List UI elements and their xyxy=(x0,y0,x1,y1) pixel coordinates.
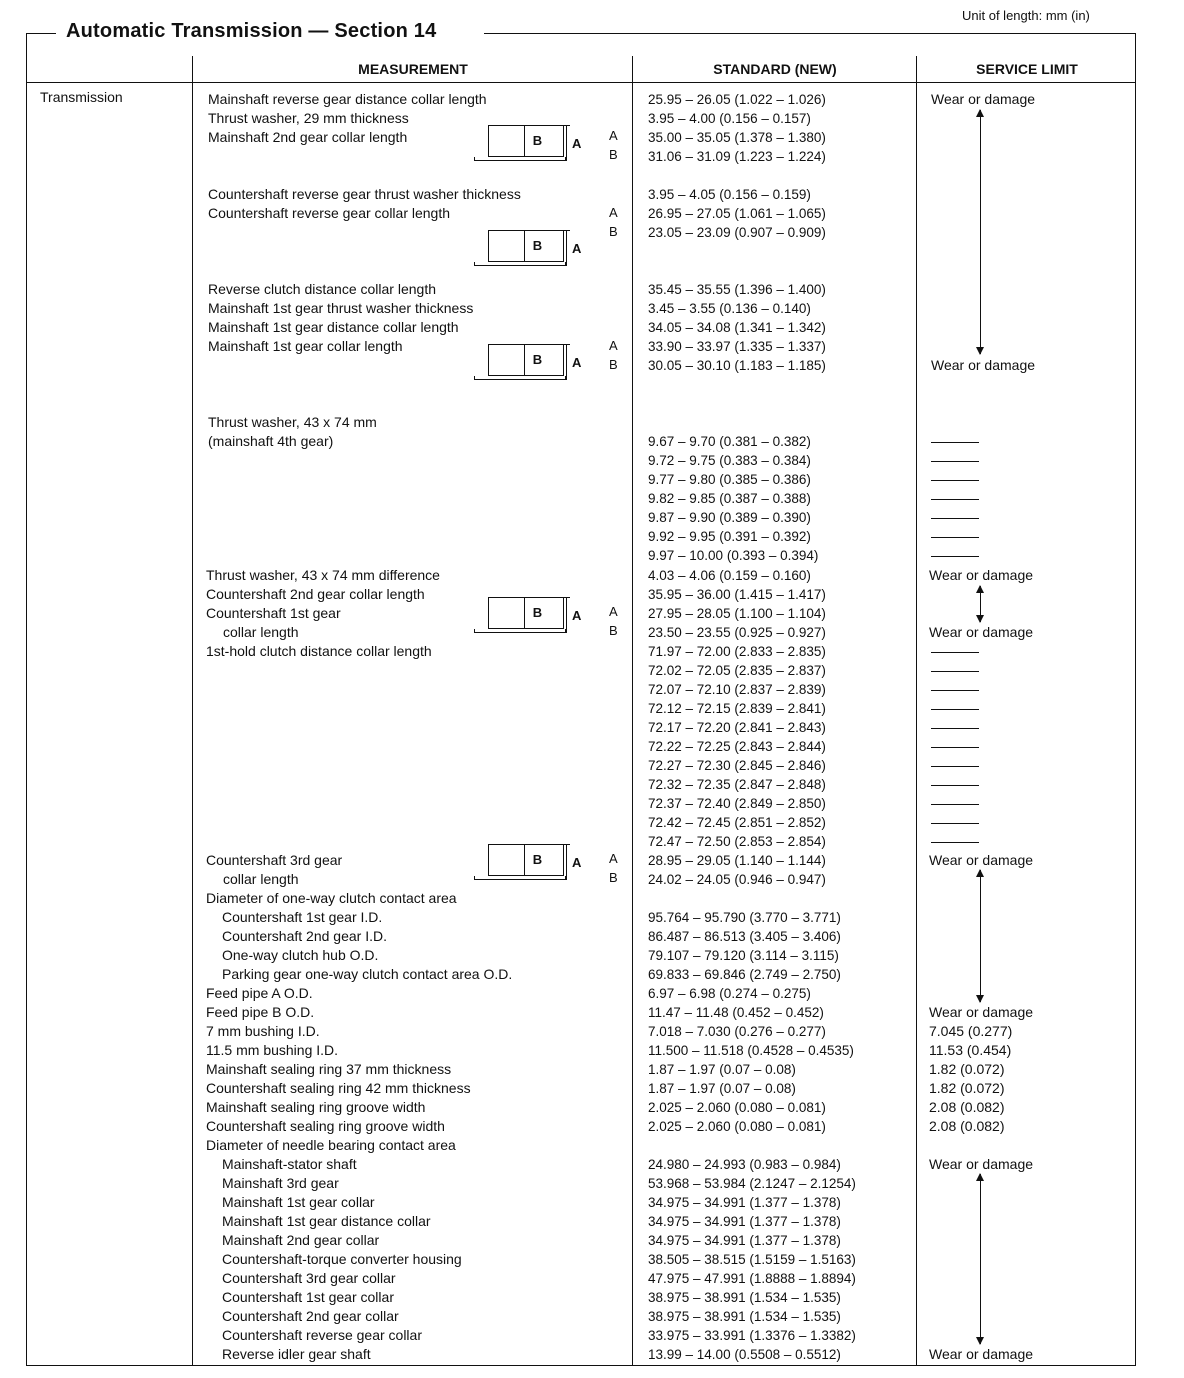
standard-cell: 69.833 – 69.846 (2.749 – 2.750) xyxy=(648,967,841,982)
measurement-cell: 1st-hold clutch distance collar length xyxy=(206,643,432,659)
standard-cell: 28.95 – 29.05 (1.140 – 1.144) xyxy=(648,853,826,868)
standard-cell: 26.95 – 27.05 (1.061 – 1.065) xyxy=(648,206,826,221)
standard-cell: 9.67 – 9.70 (0.381 – 0.382) xyxy=(648,434,811,449)
service-limit-cell: Wear or damage xyxy=(931,91,1036,107)
standard-cell: 6.97 – 6.98 (0.274 – 0.275) xyxy=(648,986,811,1001)
measurement-cell: 11.5 mm bushing I.D. xyxy=(206,1042,339,1058)
standard-cell: 33.975 – 33.991 (1.3376 – 1.3382) xyxy=(648,1328,856,1343)
measurement-cell: Parking gear one-way clutch contact area O.D. xyxy=(222,966,513,982)
standard-cell: 72.17 – 72.20 (2.841 – 2.843) xyxy=(648,720,826,735)
standard-cell: 3.45 – 3.55 (0.136 – 0.140) xyxy=(648,301,811,316)
label-b: B xyxy=(609,623,618,638)
standard-cell: 1.87 – 1.97 (0.07 – 0.08) xyxy=(648,1062,796,1077)
service-limit-cell: Wear or damage xyxy=(929,624,1034,640)
collar-diagram xyxy=(474,844,584,884)
no-limit-dash xyxy=(931,442,979,443)
label-a: A xyxy=(609,205,618,220)
measurement-cell: Countershaft 2nd gear collar length xyxy=(206,586,425,602)
label-a: A xyxy=(609,851,618,866)
standard-cell: 95.764 – 95.790 (3.770 – 3.771) xyxy=(648,910,841,925)
measurement-cell: Countershaft 3rd gear collar xyxy=(222,1270,396,1286)
standard-cell: 25.95 – 26.05 (1.022 – 1.026) xyxy=(648,92,826,107)
standard-cell: 23.05 – 23.09 (0.907 – 0.909) xyxy=(648,225,826,240)
standard-cell: 13.99 – 14.00 (0.5508 – 0.5512) xyxy=(648,1347,841,1362)
measurement-cell: Reverse clutch distance collar length xyxy=(208,281,437,297)
standard-cell: 72.07 – 72.10 (2.837 – 2.839) xyxy=(648,682,826,697)
standard-cell: 38.975 – 38.991 (1.534 – 1.535) xyxy=(648,1309,841,1324)
measurement-cell: Countershaft reverse gear collar length xyxy=(208,205,451,221)
service-limit-cell: 2.08 (0.082) xyxy=(929,1118,1005,1134)
standard-cell: 9.72 – 9.75 (0.383 – 0.384) xyxy=(648,453,811,468)
standard-cell: 1.87 – 1.97 (0.07 – 0.08) xyxy=(648,1081,796,1096)
standard-cell: 30.05 – 30.10 (1.183 – 1.185) xyxy=(648,358,826,373)
measurement-cell: Feed pipe A O.D. xyxy=(206,985,313,1001)
collar-b-label: B xyxy=(524,844,550,876)
column-divider-3 xyxy=(916,56,917,1366)
no-limit-dash xyxy=(931,728,979,729)
no-limit-dash xyxy=(931,709,979,710)
standard-cell: 24.02 – 24.05 (0.946 – 0.947) xyxy=(648,872,826,887)
label-b: B xyxy=(609,357,618,372)
measurement-cell: Mainshaft 2nd gear collar xyxy=(222,1232,380,1248)
measurement-cell: Thrust washer, 43 x 74 mm xyxy=(208,414,377,430)
standard-cell: 72.37 – 72.40 (2.849 – 2.850) xyxy=(648,796,826,811)
service-limit-cell: Wear or damage xyxy=(929,567,1034,583)
measurement-cell: Countershaft 1st gear I.D. xyxy=(222,909,383,925)
collar-a-label: A xyxy=(572,855,582,870)
label-a: A xyxy=(609,604,618,619)
range-arrow xyxy=(980,1174,981,1344)
dimension-line xyxy=(566,597,567,633)
service-limit-cell: 11.53 (0.454) xyxy=(929,1042,1012,1058)
standard-cell: 72.32 – 72.35 (2.847 – 2.848) xyxy=(648,777,826,792)
standard-cell: 47.975 – 47.991 (1.8888 – 1.8894) xyxy=(648,1271,856,1286)
measurement-cell: One-way clutch hub O.D. xyxy=(222,947,379,963)
standard-cell: 9.82 – 9.85 (0.387 – 0.388) xyxy=(648,491,811,506)
measurement-cell: Countershaft 2nd gear I.D. xyxy=(222,928,387,944)
standard-cell: 9.87 – 9.90 (0.389 – 0.390) xyxy=(648,510,811,525)
measurement-cell: Mainshaft-stator shaft xyxy=(222,1156,357,1172)
collar-flange xyxy=(474,262,566,266)
measurement-cell: Countershaft 2nd gear collar xyxy=(222,1308,399,1324)
service-limit-cell: 7.045 (0.277) xyxy=(929,1023,1013,1039)
standard-cell: 2.025 – 2.060 (0.080 – 0.081) xyxy=(648,1100,826,1115)
measurement-cell: Thrust washer, 29 mm thickness xyxy=(208,110,409,126)
collar-flange xyxy=(474,876,566,880)
no-limit-dash xyxy=(931,747,979,748)
standard-cell: 33.90 – 33.97 (1.335 – 1.337) xyxy=(648,339,826,354)
no-limit-dash xyxy=(931,690,979,691)
standard-cell: 72.27 – 72.30 (2.845 – 2.846) xyxy=(648,758,826,773)
standard-cell: 35.00 – 35.05 (1.378 – 1.380) xyxy=(648,130,826,145)
measurement-cell: Countershaft reverse gear collar xyxy=(222,1327,422,1343)
standard-cell: 31.06 – 31.09 (1.223 – 1.224) xyxy=(648,149,826,164)
measurement-cell: collar length xyxy=(223,624,299,640)
measurement-cell: Countershaft sealing ring 42 mm thickness xyxy=(206,1080,471,1096)
no-limit-dash xyxy=(931,556,979,557)
standard-cell: 71.97 – 72.00 (2.833 – 2.835) xyxy=(648,644,826,659)
standard-cell: 3.95 – 4.05 (0.156 – 0.159) xyxy=(648,187,811,202)
standard-cell: 9.92 – 9.95 (0.391 – 0.392) xyxy=(648,529,811,544)
standard-cell: 34.975 – 34.991 (1.377 – 1.378) xyxy=(648,1195,841,1210)
standard-cell: 4.03 – 4.06 (0.159 – 0.160) xyxy=(648,568,811,583)
standard-cell: 3.95 – 4.00 (0.156 – 0.157) xyxy=(648,111,811,126)
measurement-cell: Mainshaft 1st gear collar xyxy=(222,1194,375,1210)
collar-diagram xyxy=(474,597,584,637)
standard-cell: 2.025 – 2.060 (0.080 – 0.081) xyxy=(648,1119,826,1134)
measurement-cell: Mainshaft sealing ring groove width xyxy=(206,1099,426,1115)
no-limit-dash xyxy=(931,842,979,843)
measurement-cell: Mainshaft 1st gear thrust washer thickness xyxy=(208,300,474,316)
measurement-cell: Feed pipe B O.D. xyxy=(206,1004,315,1020)
no-limit-dash xyxy=(931,480,979,481)
service-limit-cell: Wear or damage xyxy=(929,1156,1034,1172)
standard-cell: 38.975 – 38.991 (1.534 – 1.535) xyxy=(648,1290,841,1305)
measurement-cell: 7 mm bushing I.D. xyxy=(206,1023,320,1039)
standard-cell: 35.95 – 36.00 (1.415 – 1.417) xyxy=(648,587,826,602)
collar-diagram xyxy=(474,230,584,270)
header-measurement: MEASUREMENT xyxy=(358,61,468,77)
measurement-cell: Thrust washer, 43 x 74 mm difference xyxy=(206,567,440,583)
collar-diagram xyxy=(474,125,584,165)
range-arrow xyxy=(980,870,981,1002)
measurement-cell: Mainshaft 3rd gear xyxy=(222,1175,339,1191)
measurement-cell: Countershaft sealing ring groove width xyxy=(206,1118,445,1134)
standard-cell: 9.97 – 10.00 (0.393 – 0.394) xyxy=(648,548,819,563)
standard-cell: 72.02 – 72.05 (2.835 – 2.837) xyxy=(648,663,826,678)
range-arrow xyxy=(980,586,981,622)
range-arrow xyxy=(980,110,981,354)
no-limit-dash xyxy=(931,766,979,767)
standard-cell: 72.12 – 72.15 (2.839 – 2.841) xyxy=(648,701,826,716)
standard-cell: 34.975 – 34.991 (1.377 – 1.378) xyxy=(648,1214,841,1229)
standard-cell: 7.018 – 7.030 (0.276 – 0.277) xyxy=(648,1024,826,1039)
header-standard: STANDARD (NEW) xyxy=(713,61,837,77)
standard-cell: 34.05 – 34.08 (1.341 – 1.342) xyxy=(648,320,826,335)
collar-a-label: A xyxy=(572,136,582,151)
standard-cell: 24.980 – 24.993 (0.983 – 0.984) xyxy=(648,1157,841,1172)
collar-b-label: B xyxy=(524,125,550,157)
standard-cell: 79.107 – 79.120 (3.114 – 3.115) xyxy=(648,948,839,963)
collar-flange xyxy=(474,376,566,380)
label-b: B xyxy=(609,870,618,885)
standard-cell: 27.95 – 28.05 (1.100 – 1.104) xyxy=(648,606,826,621)
label-b: B xyxy=(609,224,618,239)
unit-note: Unit of length: mm (in) xyxy=(962,8,1090,23)
standard-cell: 9.77 – 9.80 (0.385 – 0.386) xyxy=(648,472,811,487)
measurement-cell: collar length xyxy=(223,871,299,887)
collar-b-label: B xyxy=(524,230,550,262)
no-limit-dash xyxy=(931,785,979,786)
no-limit-dash xyxy=(931,461,979,462)
measurement-cell: Diameter of one-way clutch contact area xyxy=(206,890,457,906)
standard-cell: 72.42 – 72.45 (2.851 – 2.852) xyxy=(648,815,826,830)
dimension-line xyxy=(566,125,567,161)
label-a: A xyxy=(609,128,618,143)
header-service-limit: SERVICE LIMIT xyxy=(976,61,1078,77)
measurement-cell: Countershaft-torque converter housing xyxy=(222,1251,462,1267)
service-limit-cell: Wear or damage xyxy=(929,852,1034,868)
dimension-line xyxy=(566,344,567,380)
service-limit-cell: Wear or damage xyxy=(929,1346,1034,1362)
no-limit-dash xyxy=(931,823,979,824)
measurement-cell: Mainshaft 1st gear collar length xyxy=(208,338,403,354)
collar-a-label: A xyxy=(572,241,582,256)
category-transmission: Transmission xyxy=(40,89,123,105)
service-limit-cell: Wear or damage xyxy=(929,1004,1034,1020)
measurement-cell: Diameter of needle bearing contact area xyxy=(206,1137,456,1153)
measurement-cell: Reverse idler gear shaft xyxy=(222,1346,371,1362)
standard-cell: 23.50 – 23.55 (0.925 – 0.927) xyxy=(648,625,826,640)
no-limit-dash xyxy=(931,804,979,805)
collar-b-label: B xyxy=(524,344,550,376)
collar-flange xyxy=(474,629,566,633)
standard-cell: 34.975 – 34.991 (1.377 – 1.378) xyxy=(648,1233,841,1248)
measurement-cell: Countershaft reverse gear thrust washer thickness xyxy=(208,186,521,202)
standard-cell: 86.487 – 86.513 (3.405 – 3.406) xyxy=(648,929,841,944)
service-limit-cell: Wear or damage xyxy=(931,357,1036,373)
measurement-cell: (mainshaft 4th gear) xyxy=(208,433,334,449)
service-limit-cell: 1.82 (0.072) xyxy=(929,1080,1005,1096)
service-limit-cell: 2.08 (0.082) xyxy=(929,1099,1005,1115)
no-limit-dash xyxy=(931,499,979,500)
dimension-line xyxy=(566,844,567,880)
column-divider-1 xyxy=(192,56,193,1366)
measurement-cell: Mainshaft 1st gear distance collar xyxy=(222,1213,431,1229)
section-title: Automatic Transmission — Section 14 xyxy=(60,20,442,43)
service-limit-cell: 1.82 (0.072) xyxy=(929,1061,1005,1077)
collar-a-label: A xyxy=(572,355,582,370)
collar-b-label: B xyxy=(524,597,550,629)
no-limit-dash xyxy=(931,652,979,653)
label-b: B xyxy=(609,147,618,162)
no-limit-dash xyxy=(931,518,979,519)
no-limit-dash xyxy=(931,671,979,672)
measurement-cell: Mainshaft sealing ring 37 mm thickness xyxy=(206,1061,452,1077)
no-limit-dash xyxy=(931,537,979,538)
standard-cell: 72.22 – 72.25 (2.843 – 2.844) xyxy=(648,739,826,754)
measurement-cell: Countershaft 3rd gear xyxy=(206,852,343,868)
standard-cell: 35.45 – 35.55 (1.396 – 1.400) xyxy=(648,282,826,297)
measurement-cell: Countershaft 1st gear collar xyxy=(222,1289,394,1305)
collar-diagram xyxy=(474,344,584,384)
collar-flange xyxy=(474,157,566,161)
label-a: A xyxy=(609,338,618,353)
measurement-cell: Mainshaft 2nd gear collar length xyxy=(208,129,408,145)
dimension-line xyxy=(566,230,567,266)
column-divider-2 xyxy=(632,56,633,1366)
standard-cell: 11.500 – 11.518 (0.4528 – 0.4535) xyxy=(648,1043,854,1058)
collar-a-label: A xyxy=(572,608,582,623)
measurement-cell: Countershaft 1st gear xyxy=(206,605,341,621)
measurement-cell: Mainshaft 1st gear distance collar length xyxy=(208,319,459,335)
standard-cell: 11.47 – 11.48 (0.452 – 0.452) xyxy=(648,1005,824,1020)
standard-cell: 53.968 – 53.984 (2.1247 – 2.1254) xyxy=(648,1176,856,1191)
measurement-cell: Mainshaft reverse gear distance collar length xyxy=(208,91,487,107)
standard-cell: 72.47 – 72.50 (2.853 – 2.854) xyxy=(648,834,826,849)
standard-cell: 38.505 – 38.515 (1.5159 – 1.5163) xyxy=(648,1252,856,1267)
